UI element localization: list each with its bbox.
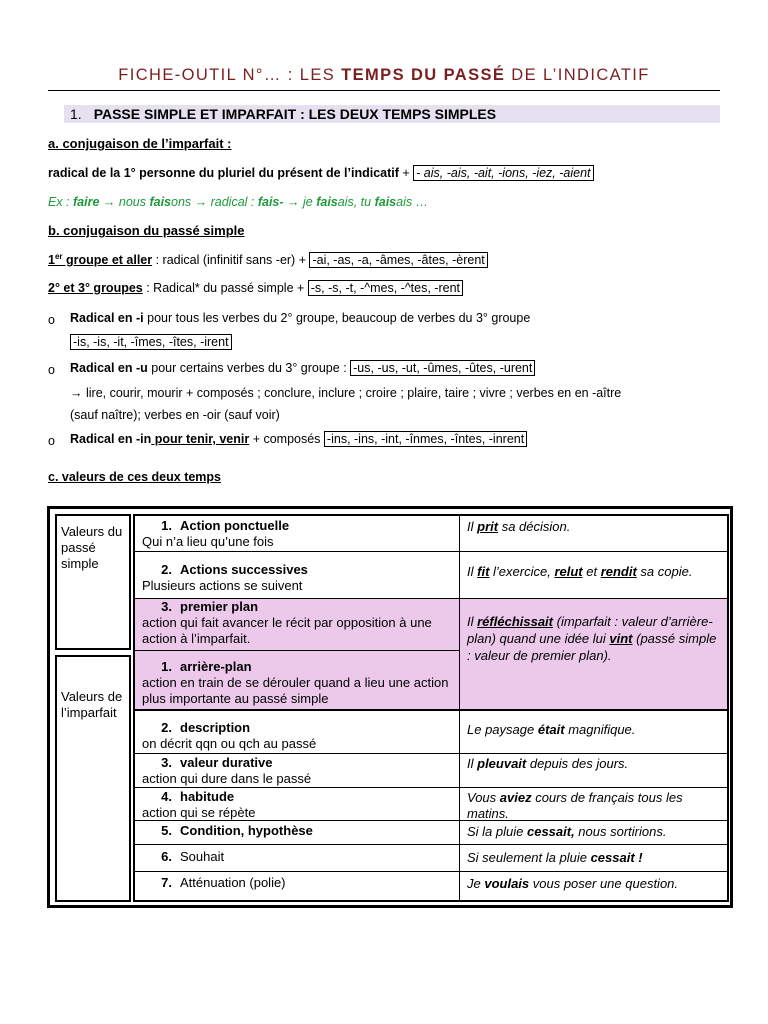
ex-b5: fais: [374, 195, 397, 209]
ex3-p3: (passé simple : valeur de premier plan).: [467, 631, 717, 663]
ex-b3: fais-: [257, 195, 284, 209]
row-num: 2.: [161, 720, 172, 735]
example-4: [460, 720, 727, 738]
group23-label: 2° et 3° groupes: [48, 281, 143, 295]
radical-i-label: Radical en -i: [70, 311, 144, 325]
row-desc: Plusieurs actions se suivent: [142, 578, 303, 593]
radical-i-endings: -is, -is, -it, -îmes, -îtes, -irent: [70, 334, 232, 350]
row-title: Souhait: [180, 849, 225, 864]
table-row: [134, 849, 459, 865]
row-num: 3.: [161, 599, 172, 614]
row-title: Actions successives: [180, 562, 308, 577]
ex9-b1: voulais: [484, 876, 530, 891]
table-row: [134, 659, 459, 707]
example-1: [460, 517, 727, 535]
row-title: arrière-plan: [180, 659, 252, 674]
row-title: Condition, hypothèse: [180, 823, 313, 838]
row-num: 6.: [161, 849, 172, 864]
bullet-2: o: [48, 363, 55, 377]
title-post: DE L’INDICATIF: [505, 66, 650, 84]
radical-u-endings: -us, -us, -ut, -ûmes, -ûtes, -urent: [350, 360, 535, 376]
row-num: 5.: [161, 823, 172, 838]
row-title: habitude: [180, 789, 235, 804]
radical-i-text: pour tous les verbes du 2° groupe, beaucoup de verbes du 3° groupe: [143, 311, 531, 325]
table-row: [134, 720, 459, 752]
ex4-p2: magnifique.: [564, 722, 636, 737]
table-row: [134, 599, 459, 647]
title-pre: FICHE-OUTIL N°… : LES: [118, 66, 342, 84]
ex2-b3: rendit: [600, 564, 637, 579]
title-bold: TEMPS DU PASSÉ: [341, 66, 506, 84]
ex-p6: ais …: [396, 195, 429, 209]
table-hline-9: [133, 871, 727, 872]
ex3-p1: Il: [467, 614, 478, 629]
row-title: description: [180, 720, 251, 735]
example-5: [460, 754, 727, 772]
side-label-imparfait: Valeurs de l’imparfait: [55, 655, 131, 902]
table-hline-8: [133, 844, 727, 845]
imparfait-rule-text: radical de la 1° personne du pluriel du présent de l’indicatif: [48, 166, 399, 180]
ex-p3: ons → radical :: [171, 195, 258, 209]
radical-u-line: [70, 361, 535, 375]
table-hline-top: [133, 514, 729, 516]
row-desc: action qui se répète: [142, 805, 256, 820]
row-num: 1.: [161, 659, 172, 674]
ex6-p2: cours de français tous les matins.: [467, 790, 683, 821]
ex-p1: Ex :: [48, 195, 74, 209]
imparfait-rule: [48, 166, 594, 180]
ex7-p1: Si la pluie: [467, 824, 527, 839]
ex9-p2: vous poser une question.: [529, 876, 679, 891]
ex2-p3: et: [582, 564, 601, 579]
row-desc: action qui dure dans le passé: [142, 771, 312, 786]
page-title: [48, 66, 720, 85]
ex6-b1: aviez: [499, 790, 532, 805]
group23-text: : Radical* du passé simple +: [142, 281, 308, 295]
ex4-p1: Le paysage: [467, 722, 538, 737]
radical-i-endings-line: [70, 335, 232, 349]
row-num: 2.: [161, 562, 172, 577]
imparfait-rule-plus: +: [398, 166, 414, 180]
example-8: [460, 848, 727, 866]
imparfait-example: [48, 195, 428, 209]
section-1-label: PASSE SIMPLE ET IMPARFAIT : LES DEUX TEMPS SIMPLES: [93, 106, 497, 122]
group1-endings: -ai, -as, -a, -âmes, -âtes, -èrent: [309, 252, 487, 268]
side-label-passe-simple: Valeurs du passé simple: [55, 514, 131, 650]
ex8-p1: Si seulement la pluie: [467, 850, 591, 865]
ex-b1: faire: [73, 195, 100, 209]
radical-u-list-1: → lire, courir, mourir + composés ; conclure, inclure ; croire ; plaire, taire ; vivre ; verbes en en -aître: [70, 386, 622, 400]
valeurs-table: [47, 506, 733, 908]
bullet-3: o: [48, 434, 55, 448]
section-1-heading: [64, 105, 720, 123]
ex9-p1: Je: [467, 876, 485, 891]
ex-p4: → je: [283, 195, 317, 209]
row-title: valeur durative: [180, 755, 273, 770]
ex1-b1: prit: [477, 519, 499, 534]
group23-rule: [48, 281, 463, 295]
ex1-p1: Il: [467, 519, 478, 534]
ex-p5: ais, tu: [337, 195, 375, 209]
table-vline-3: [727, 514, 729, 901]
row-desc: action en train de se dérouler quand a lieu une action plus importante au passé simple: [142, 675, 449, 706]
heading-a: a. conjugaison de l’imparfait :: [48, 136, 232, 151]
table-row: [134, 823, 459, 839]
group1-ord: 1: [48, 253, 55, 268]
group1-label: [48, 253, 152, 267]
row-num: 3.: [161, 755, 172, 770]
ex2-p1: Il: [467, 564, 478, 579]
ex7-b1: cessait,: [526, 824, 575, 839]
ex7-p2: nous sortirions.: [574, 824, 667, 839]
example-3: [460, 611, 722, 664]
radical-in-endings: -ins, -ins, -int, -înmes, -întes, -inrent: [324, 431, 527, 447]
example-9: [460, 874, 727, 892]
ex5-p1: Il: [467, 756, 478, 771]
row-num: 7.: [161, 875, 172, 890]
ex-p2: → nous: [99, 195, 150, 209]
ex2-b2: relut: [554, 564, 583, 579]
group1-label-text: groupe et aller: [62, 253, 153, 268]
row-title: Action ponctuelle: [180, 518, 290, 533]
row-num: 1.: [161, 518, 172, 533]
ex3-p2: (imparfait : valeur d’arrière-plan) quand une idée lui: [467, 614, 713, 646]
ex-b2: fais: [149, 195, 171, 209]
ex3-b1: réfléchissait: [477, 614, 553, 629]
table-row: [134, 562, 459, 594]
ex8-b1: cessait !: [590, 850, 643, 865]
ex5-p2: depuis des jours.: [526, 756, 629, 771]
table-row: [134, 755, 459, 787]
table-row: [134, 518, 459, 550]
heading-b: b. conjugaison du passé simple: [48, 223, 245, 238]
table-row: [134, 789, 459, 821]
section-1-number: 1.: [70, 106, 82, 122]
example-7: [460, 822, 727, 840]
imparfait-endings: - ais, -ais, -ait, -ions, -iez, -aient: [413, 165, 593, 181]
row-desc: on décrit qqn ou qch au passé: [142, 736, 317, 751]
ex1-p2: sa décision.: [498, 519, 571, 534]
ex6-p1: Vous: [467, 790, 500, 805]
radical-in-line: [70, 432, 527, 446]
title-rule: [48, 90, 720, 91]
table-hline-3: [133, 650, 459, 651]
ex-b4: fais: [316, 195, 338, 209]
ex2-p2: l’exercice,: [489, 564, 555, 579]
row-num: 4.: [161, 789, 172, 804]
row-title: Atténuation (polie): [180, 875, 286, 890]
ex5-b1: pleuvait: [477, 756, 527, 771]
group1-sup: er: [54, 252, 63, 261]
ex2-b1: fit: [477, 564, 490, 579]
radical-u-label: Radical en -u: [70, 361, 148, 375]
radical-in-verbs: pour tenir, venir: [151, 432, 250, 446]
radical-in-label: Radical en -in: [70, 432, 152, 446]
ex3-b2: vint: [609, 631, 633, 646]
radical-i-line: [70, 311, 530, 325]
group1-text: : radical (infinitif sans -er) +: [152, 253, 310, 268]
radical-in-text: + composés: [249, 432, 324, 446]
row-desc: Qui n’a lieu qu’une fois: [142, 534, 274, 549]
table-hline-4: [133, 709, 727, 711]
radical-u-text: pour certains verbes du 3° groupe :: [147, 361, 351, 375]
example-2: [460, 562, 722, 580]
ex2-p4: sa copie.: [636, 564, 693, 579]
radical-u-list-2: (sauf naître); verbes en -oir (sauf voir): [70, 408, 280, 422]
bullet-1: o: [48, 313, 55, 327]
group1-rule: [48, 252, 488, 267]
ex4-b1: était: [537, 722, 565, 737]
row-desc: action qui fait avancer le récit par opposition à une action à l’imparfait.: [142, 615, 432, 646]
table-hline-bottom: [133, 900, 729, 902]
example-6: [460, 788, 722, 822]
heading-c: c. valeurs de ces deux temps: [48, 470, 222, 484]
row-title: premier plan: [180, 599, 259, 614]
table-hline-1: [133, 551, 727, 552]
table-row: [134, 875, 459, 891]
group23-endings: -s, -s, -t, -^mes, -^tes, -rent: [308, 280, 463, 296]
